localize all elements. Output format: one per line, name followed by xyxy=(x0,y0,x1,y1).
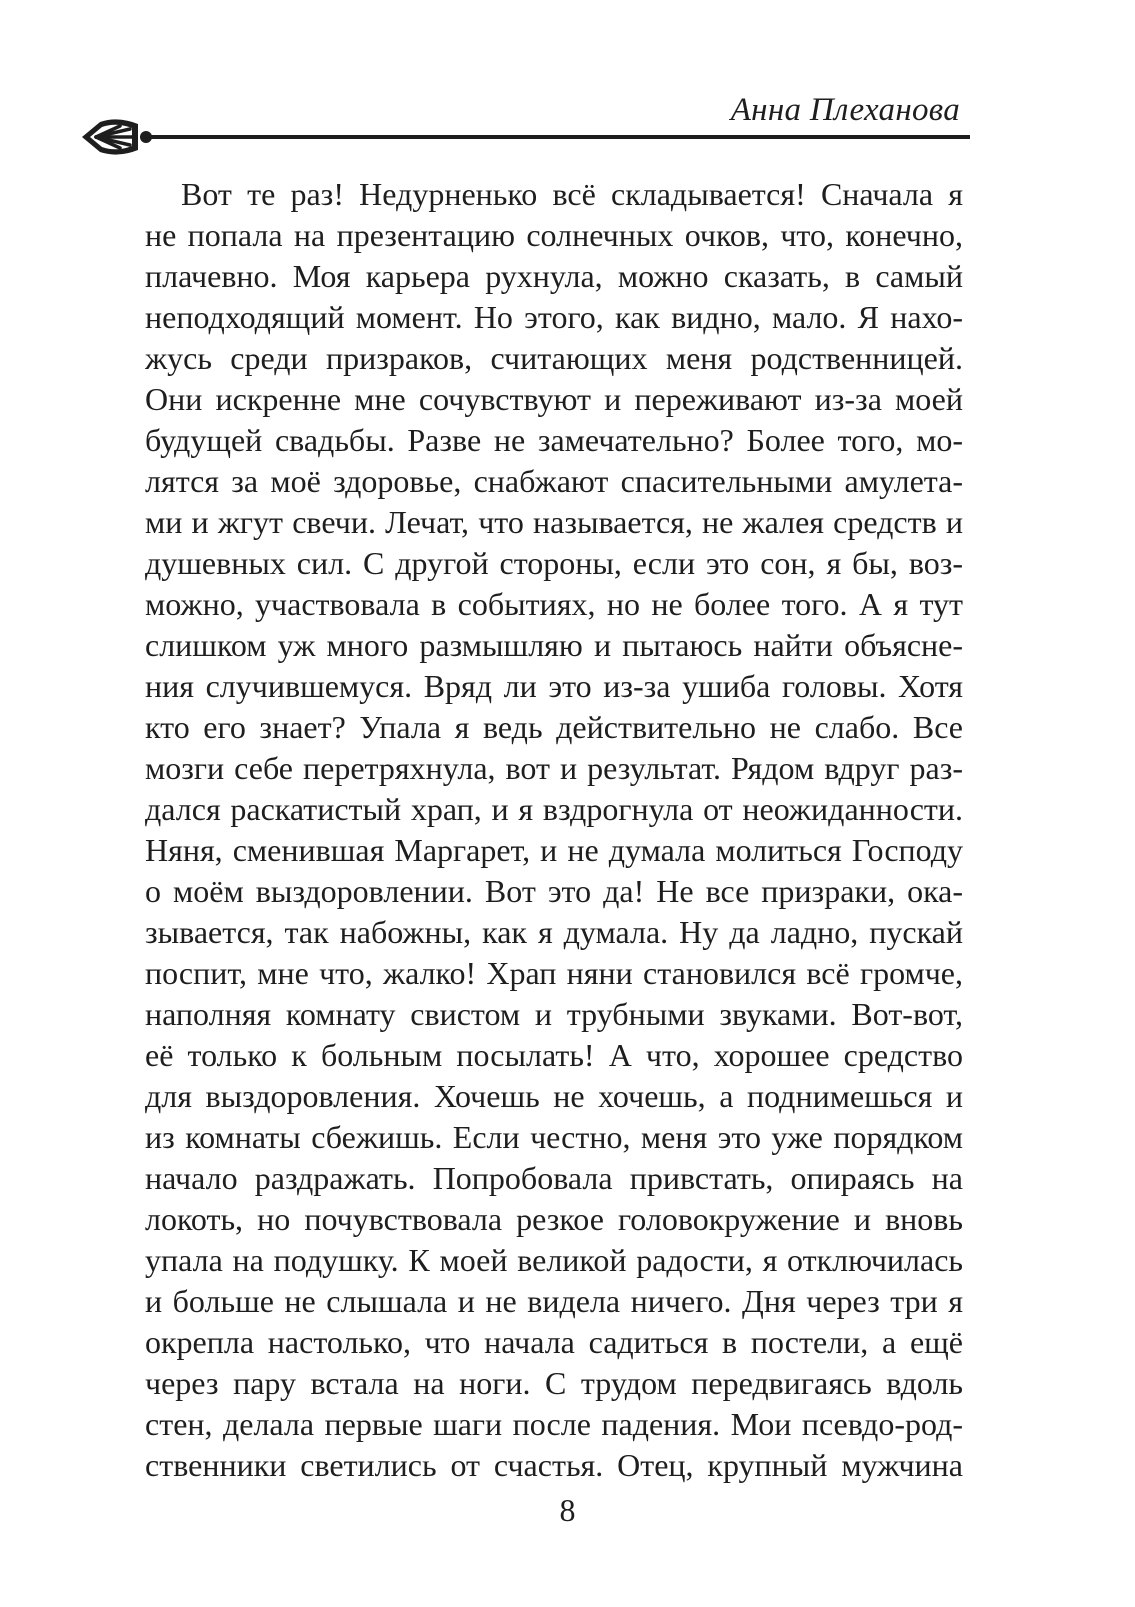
text-line: из комнаты сбежишь. Если честно, меня это уже порядком xyxy=(145,1119,963,1155)
text-line: неподходящий момент. Но этого, как видно, мало. Я нахо- xyxy=(145,299,963,335)
page-header xyxy=(0,0,1135,160)
text-line: плачевно. Моя карьера рухнула, можно сказать, в самый xyxy=(145,258,963,294)
page-number: 8 xyxy=(559,1492,576,1528)
text-line: упала на подушку. К моей великой радости, я отключилась xyxy=(145,1242,963,1278)
text-line: дался раскатистый храп, и я вздрогнула от неожиданности. xyxy=(145,791,963,827)
text-line: её только к больным посылать! А что, хорошее средство xyxy=(145,1037,963,1073)
text-line: окрепла настолько, что начала садиться в постели, а ещё xyxy=(145,1324,963,1360)
text-line: кто его знает? Упала я ведь действительно не слабо. Все xyxy=(145,709,963,745)
text-line: стен, делала первые шаги после падения. Мои псевдо-род- xyxy=(145,1406,963,1442)
text-line: не попала на презентацию солнечных очков, что, конечно, xyxy=(145,217,963,253)
text-line: мозги себе перетряхнула, вот и результат. Рядом вдруг раз- xyxy=(145,750,963,786)
text-line: будущей свадьбы. Разве не замечательно? Более того, мо- xyxy=(145,422,963,458)
text-line: о моём выздоровлении. Вот это да! Не все призраки, ока- xyxy=(145,873,963,909)
text-line: Няня, сменившая Маргарет, и не думала молиться Господу xyxy=(145,832,963,868)
text-line: Они искренне мне сочувствуют и переживают из-за моей xyxy=(145,381,963,417)
text-line: можно, участвовала в событиях, но не более того. А я тут xyxy=(145,586,963,622)
text-line: жусь среди призраков, считающих меня родственницей. xyxy=(145,340,963,376)
text-line: поспит, мне что, жалко! Храп няни становился всё громче, xyxy=(145,955,963,991)
text-line: ния случившемуся. Вряд ли это из-за ушиба головы. Хотя xyxy=(145,668,963,704)
text-line: лятся за моё здоровье, снабжают спасительными амулета- xyxy=(145,463,963,499)
fan-arrow-ornament-icon xyxy=(80,116,970,162)
text-line: Вот те раз! Недурненько всё складывается! Сначала я xyxy=(181,176,963,212)
running-head-author: Анна Плеханова xyxy=(730,92,960,128)
text-line: через пару встала на ноги. С трудом передвигаясь вдоль xyxy=(145,1365,963,1401)
text-line: слишком уж много размышляю и пытаюсь найти объясне- xyxy=(145,627,963,663)
text-line: для выздоровления. Хочешь не хочешь, а поднимешься и xyxy=(145,1078,963,1114)
text-line: зывается, так набожны, как я думала. Ну да ладно, пускай xyxy=(145,914,963,950)
text-line: и больше не слышала и не видела ничего. Дня через три я xyxy=(145,1283,963,1319)
body-text xyxy=(145,174,963,1486)
text-line: локоть, но почувствовала резкое головокружение и вновь xyxy=(145,1201,963,1237)
text-line: наполняя комнату свистом и трубными звуками. Вот-вот, xyxy=(145,996,963,1032)
text-line: ственники светились от счастья. Отец, крупный мужчина xyxy=(145,1447,963,1483)
text-line: душевных сил. С другой стороны, если это сон, я бы, воз- xyxy=(145,545,963,581)
text-line: ми и жгут свечи. Лечат, что называется, не жалея средств и xyxy=(145,504,963,540)
text-line: начало раздражать. Попробовала привстать, опираясь на xyxy=(145,1160,963,1196)
